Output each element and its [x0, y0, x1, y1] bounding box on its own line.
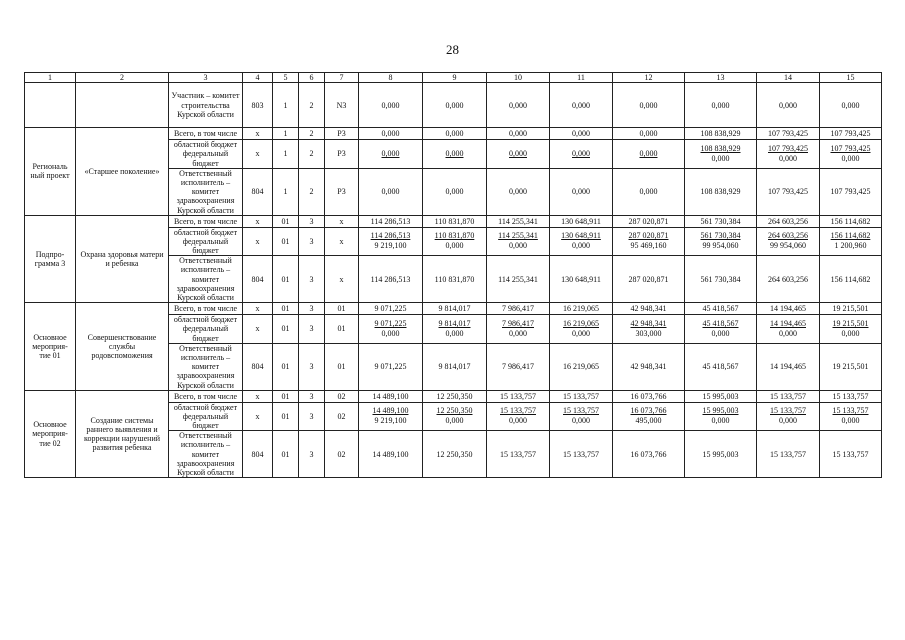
value-cell: 15 133,757 — [487, 431, 550, 478]
value-cell: 0,000 — [487, 83, 550, 128]
code-cell: 1 — [273, 128, 299, 140]
value-cell: 110 831,870 — [423, 215, 487, 227]
value-cell: 12 250,350 — [423, 390, 487, 402]
regional-budget-value: 15 133,757 — [832, 406, 869, 416]
source-cell: Всего, в том числе — [169, 303, 243, 315]
column-number: 13 — [685, 73, 757, 83]
value-cell: 0,000 — [820, 83, 882, 128]
code-cell: 3 — [299, 227, 325, 256]
value-cell: 9 071,225 — [359, 343, 423, 390]
federal-budget-value: 99 954,060 — [770, 241, 806, 251]
federal-budget-value: 0,000 — [572, 328, 590, 338]
code-cell: 01 — [273, 303, 299, 315]
name-cell: Создание системы раннего выявления и коррекции нарушений развития ребенка — [76, 390, 169, 478]
value-cell: 114 255,341 — [487, 256, 550, 303]
code-cell: 01 — [325, 303, 359, 315]
column-number: 1 — [25, 73, 76, 83]
value-cell — [487, 315, 550, 344]
federal-budget-value: 0,000 — [509, 241, 527, 251]
value-cell: 7 986,417 — [487, 303, 550, 315]
value-cell: 0,000 — [757, 83, 820, 128]
value-cell: 42 948,341 — [613, 303, 685, 315]
value-cell: 7 986,417 — [487, 343, 550, 390]
value-cell: 0,000 — [487, 168, 550, 215]
value-cell: 0,000 — [423, 83, 487, 128]
value-cell: 9 814,017 — [423, 343, 487, 390]
table-row — [25, 303, 882, 315]
regional-budget-value: 9 071,225 — [374, 318, 407, 328]
regional-budget-value: 7 986,417 — [502, 318, 534, 328]
column-number: 7 — [325, 73, 359, 83]
code-cell: Р3 — [325, 168, 359, 215]
source-cell: Всего, в том числе — [169, 128, 243, 140]
value-cell — [757, 227, 820, 256]
value-cell: 14 489,100 — [359, 431, 423, 478]
value-cell: 0,000 — [423, 168, 487, 215]
source-cell: Всего, в том числе — [169, 390, 243, 402]
value-cell — [423, 315, 487, 344]
code-cell: х — [243, 140, 273, 169]
value-cell: 0,000 — [423, 128, 487, 140]
value-cell: 130 648,911 — [550, 256, 613, 303]
column-number: 15 — [820, 73, 882, 83]
value-cell: 0,000 — [613, 83, 685, 128]
value-cell: 107 793,425 — [757, 128, 820, 140]
value-cell — [820, 402, 882, 431]
value-cell — [423, 140, 487, 169]
code-cell: х — [325, 215, 359, 227]
federal-budget-value: 0,000 — [711, 416, 730, 426]
code-cell: 804 — [243, 168, 273, 215]
section-cell: Региональ ный проект — [25, 128, 76, 216]
value-cell — [613, 315, 685, 344]
code-cell: 01 — [325, 315, 359, 344]
value-cell: 16 073,766 — [613, 431, 685, 478]
value-cell: 45 418,567 — [685, 303, 757, 315]
regional-budget-value: 0,000 — [509, 148, 527, 158]
column-number: 5 — [273, 73, 299, 83]
regional-budget-value: 42 948,341 — [630, 318, 667, 328]
value-cell: 108 838,929 — [685, 128, 757, 140]
source-cell: Ответственный исполнитель – комитет здравоохранения Курской области — [169, 168, 243, 215]
value-cell: 15 133,757 — [820, 390, 882, 402]
federal-budget-value: 303,000 — [635, 328, 662, 338]
code-cell: N3 — [325, 83, 359, 128]
value-cell: 107 793,425 — [820, 168, 882, 215]
value-cell — [685, 227, 757, 256]
code-cell: х — [243, 315, 273, 344]
federal-budget-value: 495,000 — [635, 416, 662, 426]
value-cell — [685, 140, 757, 169]
federal-budget-value: 0,000 — [841, 153, 860, 163]
value-cell: 287 020,871 — [613, 215, 685, 227]
code-cell: 1 — [273, 140, 299, 169]
value-cell — [550, 315, 613, 344]
regional-budget-value: 16 219,065 — [563, 318, 599, 328]
value-cell: 9 814,017 — [423, 303, 487, 315]
code-cell: 02 — [325, 390, 359, 402]
value-cell: 287 020,871 — [613, 256, 685, 303]
code-cell: 01 — [325, 343, 359, 390]
column-number: 6 — [299, 73, 325, 83]
code-cell: 01 — [273, 431, 299, 478]
value-cell: 108 838,929 — [685, 168, 757, 215]
source-cell: областной бюджет федеральный бюджет — [169, 315, 243, 344]
regional-budget-value: 114 286,513 — [370, 231, 411, 241]
value-cell — [820, 315, 882, 344]
federal-budget-value: 0,000 — [779, 416, 797, 426]
value-cell — [550, 227, 613, 256]
value-cell: 15 133,757 — [487, 390, 550, 402]
value-cell — [359, 140, 423, 169]
value-cell: 0,000 — [550, 83, 613, 128]
value-cell: 12 250,350 — [423, 431, 487, 478]
value-cell: 16 073,766 — [613, 390, 685, 402]
value-cell: 15 133,757 — [757, 431, 820, 478]
code-cell: 01 — [273, 343, 299, 390]
federal-budget-value: 0,000 — [445, 241, 464, 251]
federal-budget-value: 0,000 — [779, 328, 797, 338]
value-cell — [487, 402, 550, 431]
header-row — [25, 73, 882, 83]
value-cell: 16 219,065 — [550, 343, 613, 390]
column-number: 9 — [423, 73, 487, 83]
table-row — [25, 390, 882, 402]
section-cell: Подпро- грамма 3 — [25, 215, 76, 303]
value-cell: 19 215,501 — [820, 303, 882, 315]
value-cell: 9 071,225 — [359, 303, 423, 315]
code-cell: х — [325, 256, 359, 303]
value-cell: 15 995,003 — [685, 431, 757, 478]
regional-budget-value: 15 133,757 — [563, 406, 599, 416]
federal-budget-value: 95 469,160 — [630, 241, 667, 251]
code-cell: 01 — [273, 256, 299, 303]
code-cell: х — [243, 128, 273, 140]
value-cell — [423, 402, 487, 431]
value-cell — [359, 227, 423, 256]
value-cell: 0,000 — [550, 168, 613, 215]
code-cell: 3 — [299, 256, 325, 303]
federal-budget-value: 0,000 — [711, 153, 730, 163]
value-cell — [359, 315, 423, 344]
code-cell: 3 — [299, 315, 325, 344]
value-cell: 0,000 — [685, 83, 757, 128]
value-cell: 110 831,870 — [423, 256, 487, 303]
federal-budget-value: 0,000 — [445, 328, 464, 338]
regional-budget-value: 0,000 — [639, 148, 658, 158]
value-cell — [613, 227, 685, 256]
code-cell: 804 — [243, 431, 273, 478]
regional-budget-value: 108 838,929 — [700, 143, 741, 153]
code-cell: х — [243, 215, 273, 227]
code-cell: 3 — [299, 390, 325, 402]
name-cell: Совершенствование службы родовспоможения — [76, 303, 169, 391]
value-cell — [613, 402, 685, 431]
code-cell: 01 — [273, 390, 299, 402]
value-cell: 561 730,384 — [685, 215, 757, 227]
section-cell: Основное мероприя- тие 01 — [25, 303, 76, 391]
column-number: 8 — [359, 73, 423, 83]
code-cell: 2 — [299, 140, 325, 169]
value-cell: 0,000 — [359, 168, 423, 215]
value-cell: 15 133,757 — [550, 431, 613, 478]
regional-budget-value: 114 255,341 — [498, 231, 538, 241]
value-cell: 0,000 — [613, 168, 685, 215]
source-cell: областной бюджет федеральный бюджет — [169, 227, 243, 256]
regional-budget-value: 130 648,911 — [561, 231, 601, 241]
value-cell — [757, 402, 820, 431]
value-cell: 156 114,682 — [820, 256, 882, 303]
regional-budget-value: 15 133,757 — [770, 406, 806, 416]
value-cell: 16 219,065 — [550, 303, 613, 315]
table-row — [25, 83, 882, 128]
page-number: 28 — [446, 42, 459, 57]
value-cell: 0,000 — [359, 83, 423, 128]
code-cell: 2 — [299, 83, 325, 128]
federal-budget-value: 0,000 — [841, 328, 860, 338]
federal-budget-value: 0,000 — [381, 328, 400, 338]
regional-budget-value: 287 020,871 — [628, 231, 669, 241]
value-cell — [487, 140, 550, 169]
federal-budget-value: 0,000 — [841, 416, 860, 426]
federal-budget-value: 0,000 — [572, 416, 590, 426]
name-cell: «Старшее поколение» — [76, 128, 169, 216]
regional-budget-value: 15 133,757 — [500, 406, 536, 416]
regional-budget-value: 12 250,350 — [436, 406, 473, 416]
value-cell: 561 730,384 — [685, 256, 757, 303]
regional-budget-value: 0,000 — [572, 148, 590, 158]
value-cell — [423, 227, 487, 256]
code-cell: 3 — [299, 215, 325, 227]
regional-budget-value: 264 603,256 — [768, 231, 808, 241]
value-cell: 114 286,513 — [359, 215, 423, 227]
column-number: 11 — [550, 73, 613, 83]
code-cell: 01 — [273, 215, 299, 227]
code-cell: 3 — [299, 343, 325, 390]
value-cell: 14 489,100 — [359, 390, 423, 402]
value-cell: 15 995,003 — [685, 390, 757, 402]
regional-budget-value: 9 814,017 — [438, 318, 471, 328]
value-cell: 45 418,567 — [685, 343, 757, 390]
table-row — [25, 215, 882, 227]
code-cell: 2 — [299, 128, 325, 140]
value-cell — [550, 140, 613, 169]
federal-budget-value: 0,000 — [779, 153, 797, 163]
value-cell: 14 194,465 — [757, 303, 820, 315]
value-cell: 0,000 — [613, 128, 685, 140]
code-cell: Р3 — [325, 140, 359, 169]
code-cell: 803 — [243, 83, 273, 128]
column-number: 12 — [613, 73, 685, 83]
value-cell: 156 114,682 — [820, 215, 882, 227]
column-number: 4 — [243, 73, 273, 83]
source-cell: Всего, в том числе — [169, 215, 243, 227]
value-cell — [359, 402, 423, 431]
value-cell: 15 133,757 — [820, 431, 882, 478]
table-row — [25, 128, 882, 140]
value-cell: 19 215,501 — [820, 343, 882, 390]
section-cell: Основное мероприя- тие 02 — [25, 390, 76, 478]
code-cell: х — [243, 227, 273, 256]
code-cell: 2 — [299, 168, 325, 215]
section-cell — [25, 83, 76, 128]
value-cell — [685, 315, 757, 344]
federal-budget-value: 0,000 — [711, 328, 730, 338]
source-cell: Ответственный исполнитель – комитет здравоохранения Курской области — [169, 431, 243, 478]
code-cell: х — [325, 227, 359, 256]
code-cell: х — [243, 303, 273, 315]
federal-budget-value: 0,000 — [445, 416, 464, 426]
value-cell: 42 948,341 — [613, 343, 685, 390]
value-cell: 15 133,757 — [757, 390, 820, 402]
column-number: 10 — [487, 73, 550, 83]
federal-budget-value: 0,000 — [509, 416, 527, 426]
regional-budget-value: 107 793,425 — [768, 143, 808, 153]
regional-budget-value: 14 194,465 — [770, 318, 806, 328]
federal-budget-value: 1 200,960 — [834, 241, 867, 251]
code-cell: 804 — [243, 256, 273, 303]
value-cell — [757, 140, 820, 169]
source-cell: областной бюджет федеральный бюджет — [169, 140, 243, 169]
code-cell: 1 — [273, 168, 299, 215]
code-cell: х — [243, 402, 273, 431]
source-cell: Ответственный исполнитель – комитет здравоохранения Курской области — [169, 256, 243, 303]
value-cell: 130 648,911 — [550, 215, 613, 227]
source-cell: Участник – комитет строительства Курской области — [169, 83, 243, 128]
code-cell: 804 — [243, 343, 273, 390]
source-cell: Ответственный исполнитель – комитет здравоохранения Курской области — [169, 343, 243, 390]
value-cell: 14 194,465 — [757, 343, 820, 390]
budget-table — [24, 72, 882, 478]
value-cell — [685, 402, 757, 431]
regional-budget-value: 107 793,425 — [830, 143, 871, 153]
code-cell: х — [243, 390, 273, 402]
code-cell: 3 — [299, 303, 325, 315]
regional-budget-value: 19 215,501 — [832, 318, 869, 328]
value-cell: 114 286,513 — [359, 256, 423, 303]
code-cell: 01 — [273, 315, 299, 344]
value-cell: 264 603,256 — [757, 256, 820, 303]
code-cell: Р3 — [325, 128, 359, 140]
column-number: 3 — [169, 73, 243, 83]
value-cell — [550, 402, 613, 431]
value-cell: 107 793,425 — [757, 168, 820, 215]
value-cell: 15 133,757 — [550, 390, 613, 402]
value-cell — [487, 227, 550, 256]
regional-budget-value: 0,000 — [445, 148, 464, 158]
regional-budget-value: 14 489,100 — [372, 406, 409, 416]
value-cell — [820, 140, 882, 169]
regional-budget-value: 16 073,766 — [630, 406, 667, 416]
code-cell: 3 — [299, 431, 325, 478]
value-cell: 0,000 — [550, 128, 613, 140]
value-cell: 107 793,425 — [820, 128, 882, 140]
name-cell — [76, 83, 169, 128]
code-cell: 01 — [273, 227, 299, 256]
code-cell: 01 — [273, 402, 299, 431]
code-cell: 02 — [325, 431, 359, 478]
regional-budget-value: 561 730,384 — [700, 231, 741, 241]
value-cell — [757, 315, 820, 344]
value-cell: 0,000 — [487, 128, 550, 140]
value-cell — [613, 140, 685, 169]
code-cell: 3 — [299, 402, 325, 431]
regional-budget-value: 156 114,682 — [830, 231, 871, 241]
column-number: 14 — [757, 73, 820, 83]
source-cell: областной бюджет федеральный бюджет — [169, 402, 243, 431]
code-cell: 1 — [273, 83, 299, 128]
value-cell: 114 255,341 — [487, 215, 550, 227]
value-cell: 0,000 — [359, 128, 423, 140]
regional-budget-value: 15 995,003 — [702, 406, 739, 416]
federal-budget-value: 0,000 — [572, 241, 590, 251]
name-cell: Охрана здоровья матери и ребенка — [76, 215, 169, 303]
column-number: 2 — [76, 73, 169, 83]
regional-budget-value: 0,000 — [381, 148, 400, 158]
federal-budget-value: 9 219,100 — [374, 416, 407, 426]
regional-budget-value: 45 418,567 — [702, 318, 739, 328]
federal-budget-value: 99 954,060 — [702, 241, 739, 251]
regional-budget-value: 110 831,870 — [434, 231, 475, 241]
federal-budget-value: 0,000 — [509, 328, 527, 338]
value-cell: 264 603,256 — [757, 215, 820, 227]
code-cell: 02 — [325, 402, 359, 431]
federal-budget-value: 9 219,100 — [374, 241, 407, 251]
value-cell — [820, 227, 882, 256]
